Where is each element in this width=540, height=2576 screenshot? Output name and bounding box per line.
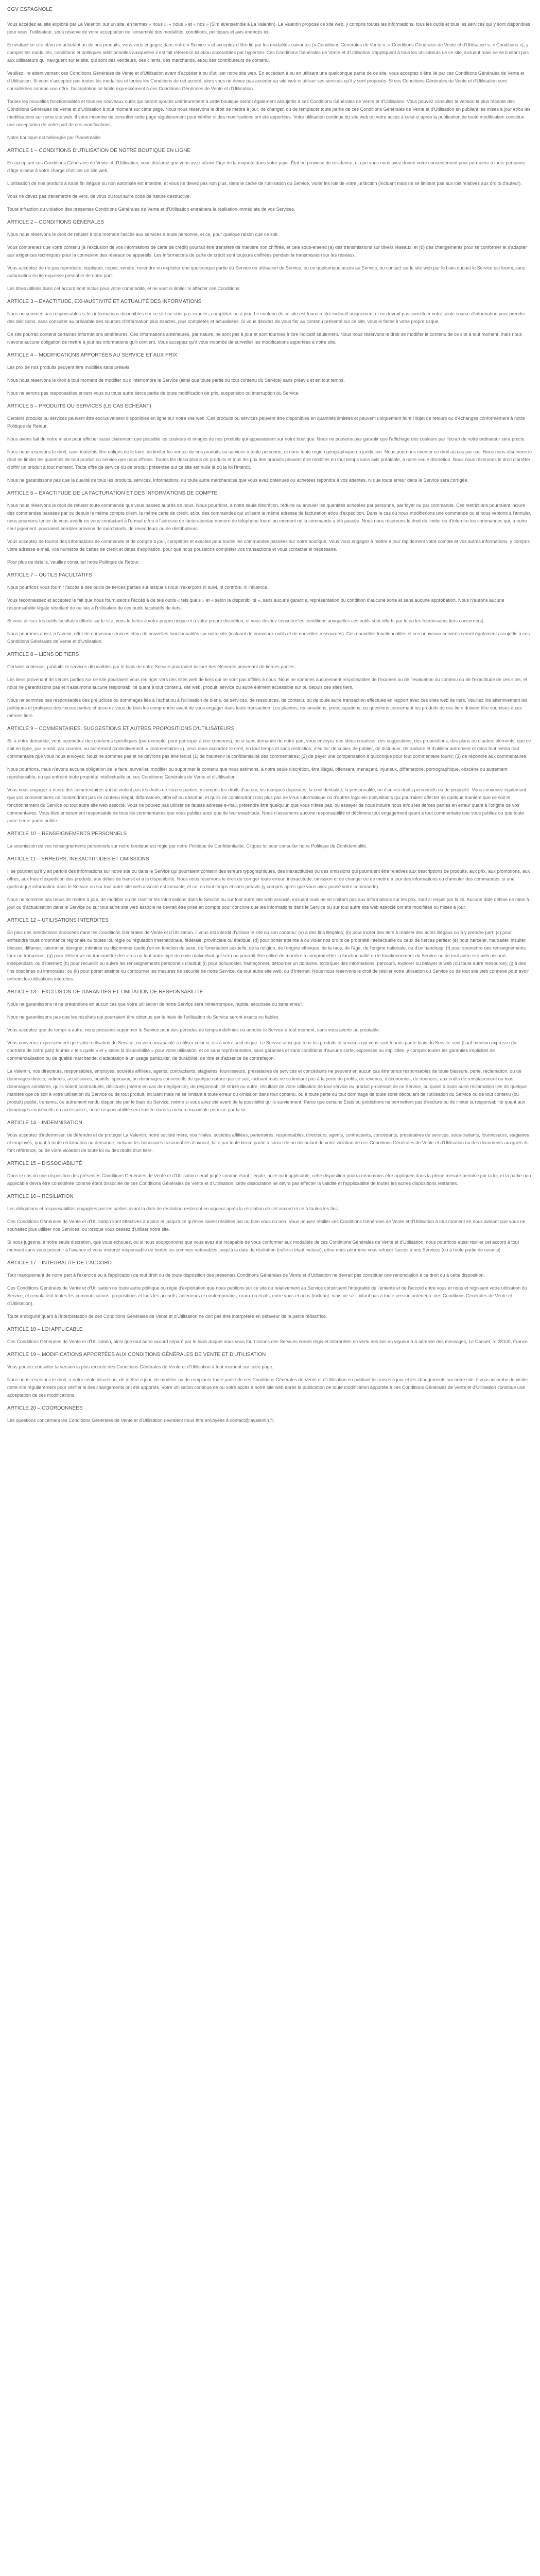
section-paragraph: Nous pourrions aussi, à l'avenir, offrir de nouveaux services et/ou de nouvelles fonctionnalités sur notre site (incluant de nouveaux outils et de nouvelles ressources). Ces nouvelles fonctionnalités et ces nouveaux services seront également assujettis à ces Conditions Générales de Vente et d'Utilisation. — [7, 631, 530, 644]
section-paragraph: Ces Conditions Générales de Vente et d'Utilisation ou toute autre politique ou règle d'exploitation que nous publions sur ce site ou relativement au Service constituent l'intégralité de l'entente et de l'accord entre vous et nous et régissent votre utilisation du Service, et remplacent toutes les communications, propositions et tous les accords, antérieurs et contemporains, oraux ou écrits, entre vous et nous (incluant, mais ne se limitant pas à toute version antérieure des Conditions Générales de Vente et d'Utilisation). — [7, 1285, 527, 1306]
terms-section — [7, 1260, 533, 1320]
section-heading: ARTICLE 16 – RÉSILIATION — [7, 1194, 74, 1199]
section-heading: ARTICLE 3 – EXACTITUDE, EXHAUSTIVITÉ ET ACTUALITÉ DES INFORMATIONS — [7, 299, 202, 304]
document-title: CGV ESPAGNOLE — [7, 7, 53, 12]
section-paragraph: Toute ambiguïté quant à l'interprétation de ces Conditions Générales de Vente et d'Utilisation ne doit pas être interprétée en défaveur de la partie rédactrice. — [7, 1314, 327, 1319]
section-paragraph: Nous ne sommes pas responsables si les informations disponibles sur ce site ne sont pas exactes, complètes ou à jour. Le contenu de ce site est fourni à titre indicatif uniquement et ne devrait pas constituer votre seule source d'information pour prendre des décisions, sans consulter au préalable des sources d'information plus exactes, plus complètes et actualisées. Si vous décidez de vous fier au contenu présenté sur ce site, vous le faites à votre propre risque. — [7, 311, 526, 324]
terms-section — [7, 1193, 533, 1254]
section-paragraph: Si nous jugeons, à notre seule discrétion, que vous échouez, ou si nous soupçonnons que vous avez été incapable de vous conformer aux modalités de ces Conditions Générales de Vente et d'Utilisation, nous pourrions aussi résilier cet accord à tout moment sans vous prévenir à l'avance et vous resterez responsable de toutes les sommes redevables jusqu'à la date de résiliation (celle-ci étant incluse); et/ou nous pourrions vous refuser l'accès à nos Services (ou à toute partie de ceux-ci). — [7, 1240, 519, 1252]
section-paragraph: Il se pourrait qu'il y ait parfois des informations sur notre site ou dans le Service qui pourraient contenir des erreurs typographiques, des inexactitudes ou des omissions qui pourraient être relatives aux descriptions de produits, aux prix, aux promotions, aux offres, aux frais d'expédition des produits, aux délais de transit et à la disponibilité. Nous nous réservons le droit de corriger toute erreur, inexactitude, omission et de changer ou de mettre à jour des informations ou d'annuler des commandes, si une quelconque information dans le Service ou sur tout autre site web associé est inexacte, et ce, en tout temps et sans préavis (y compris après que vous ayez passé votre commande). — [7, 869, 530, 889]
section-heading: ARTICLE 4 – MODIFICATIONS APPORTÉES AU SERVICE ET AUX PRIX — [7, 352, 178, 358]
section-paragraph: Nous nous réservons le droit, à notre seule discrétion, de mettre à jour, de modifier ou de remplacer toute partie de ces Conditions Générales de Vente et d'Utilisation en publiant les mises à jour et les changements sur notre site. Il vous incombe de visiter notre site régulièrement pour vérifier si des changements ont été apportés. Votre utilisation continue de ou votre accès à notre site web après la publication de toute modification apportée à ces Conditions Générales de Vente et d'Utilisation constitue une acceptation de ces modifications. — [7, 1377, 528, 1398]
section-paragraph: Ces Conditions Générales de Vente et d'Utilisation, ainsi que tout autre accord séparé par le biais duquel nous vous fournissons des Services seront régis et interprétés en vertu des lois en vigueur à à adresse des messages, Le Cannet, rc 28100, France. — [7, 1339, 529, 1344]
terms-section — [7, 856, 533, 911]
section-paragraph: Vous vous engagez à écrire des commentaires qui ne violent pas les droits de tierces parties, y compris les droits d'auteur, les marques déposées, la confidentialité, la personnalité, ou d'autres droits personnels ou de propriété. Vous convenez également que vos commentaires ne contiendront pas de contenu illégal, diffamatoire, offensif ou obscène, et qu'ils ne contiendront non plus pas de virus informatique ou d'autres logiciels malveillants qui pourraient affecter de quelque manière que ce soit le fonctionnement du Service ou tout autre site web associé. Vous ne pouvez pas utiliser de fausse adresse e-mail, prétendre être quelqu'un que vous n'êtes pas, ou essayer de nous induire nous et/ou les tierces parties en erreur quant à l'origine de vos commentaires. Vous êtes entièrement responsable de tous les commentaires que vous publiez ainsi que de leur exactitude. Nous n'assumons aucune responsabilité et déclinons tout engagement quant à tout commentaire que vous publiez ou que toute autre tierce partie publie. — [7, 787, 527, 823]
terms-section — [7, 989, 533, 1114]
section-paragraph: Les liens provenant de tierces parties sur ce site pourraient vous rediriger vers des sites web de tiers qui ne sont pas affiliés à nous. Nous ne sommes aucunement responsables de l'examen ou de l'évaluation du contenu ou de l'exactitude de ces sites, et nous ne garantissons pas et n'assumons aucune responsabilité quant à tout contenu, site web, produit, service ou autre élément accessible sur ou depuis ces sites tiers. — [7, 677, 528, 690]
section-paragraph: Vous comprenez que votre contenu (à l'exclusion de vos informations de carte de crédit) pourrait être transféré de manière non chiffrée, et cela sous-entend (a) des transmissions sur divers réseaux; et (b) des changements pour se conformer et s'adapter aux exigences techniques pour la connexion des réseaux ou appareils. Les informations de carte de crédit sont toujours chiffrées pendant la transmission sur les réseaux. — [7, 245, 527, 258]
section-paragraph: Vous pouvez consulter la version la plus récente des Conditions Générales de Vente et d'Utilisation à tout moment sur cette page. — [7, 1364, 274, 1369]
section-paragraph: Nous pourrions, mais n'avons aucune obligation de le faire, surveiller, modifier ou supprimer le contenu que nous estimons, à notre seule discrétion, être illégal, offensant, menaçant, injurieux, diffamatoire, pornographique, obscène ou autrement répréhensible, ou qui enfreint toute propriété intellectuelle ou ces Conditions Générales de Vente et d'Utilisation. — [7, 767, 508, 779]
terms-section — [7, 21, 533, 142]
section-paragraph: Nous nous réservons le droit à tout moment de modifier ou d'interrompre le Service (ainsi que toute partie ou tout contenu du Service) sans préavis et en tout temps. — [7, 378, 345, 383]
section-paragraph: L'utilisation de nos produits à toute fin illégale ou non autorisée est interdite, et vous ne devez pas non plus, dans le cadre de l'utilisation du Service, violer les lois de votre juridiction (incluant mais ne se limitant pas aux lois relatives aux droits d'auteur). — [7, 181, 522, 186]
terms-section — [7, 1405, 533, 1425]
terms-section — [7, 917, 533, 983]
section-paragraph: Les prix de nos produits peuvent être modifiés sans préavis. — [7, 365, 131, 370]
section-heading: ARTICLE 20 – COORDONNÉES — [7, 1405, 83, 1411]
section-paragraph: Vous accédez au site exploité par La Valentin, sur un site, en termes « nous », « nous » et « nos » (Sim et/ensemble à La Valentin). La Valentin propose ce site web, y compris toutes les informations, tous les outils et tous les services qui y sont disponibles pour vous, l'utilisateur, sous réserve de votre acceptation de l'ensemble des modalités, conditions, politiques et avis énoncés ici. — [7, 22, 531, 35]
section-paragraph: Toute infraction ou violation des présentes Conditions Générales de Vente et d'Utilisation entraînera la résiliation immédiate de vos Services. — [7, 207, 295, 212]
section-paragraph: En acceptant ces Conditions Générales de Vente et d'Utilisation, vous déclarez que vous avez atteint l'âge de la majorité dans votre pays, État ou province de résidence, et que vous nous avez donné votre consentement pour permettre à toute personne d'âge mineur à votre charge d'utiliser ce site web. — [7, 160, 526, 173]
section-heading: ARTICLE 18 – LOI APPLICABLE — [7, 1327, 83, 1332]
section-paragraph: Nous nous réservons le droit de refuser toute commande que vous passez auprès de nous. Nous pourrions, à notre seule discrétion, réduire ou annuler les quantités achetées par personne, par foyer ou par commande. Ces restrictions pourraient inclure des commandes passées par ou depuis le même compte client, la même carte de crédit, et/ou des commandes qui utilisent la même adresse de facturation et/ou d'expédition. Dans le cas où nous modifierions une commande ou si nous venions à l'annuler, nous pourrions tenter de vous avertir en vous contactant à l'e-mail et/ou à l'adresse de facturation/au numéro de téléphone fourni au moment où la commande a été passée. Nous nous réservons le droit de limiter ou d'interdire les commandes qui, à notre seul jugement, pourraient sembler provenir de marchands, de revendeurs ou de distributeurs. — [7, 503, 531, 531]
section-paragraph: Ce site pourrait contenir certaines informations antérieures. Ces informations antérieures, par nature, ne sont pas à jour et sont fournies à titre indicatif seulement. Nous nous réservons le droit de modifier le contenu de ce site à tout moment, mais nous n'avons aucune obligation de mettre à jour les informations qu'il contient. Vous acceptez qu'il vous incombe de surveiller les modifications apportées à notre site. — [7, 332, 522, 345]
section-heading: ARTICLE 8 – LIENS DE TIERS — [7, 652, 79, 657]
terms-section — [7, 490, 533, 566]
terms-section — [7, 147, 533, 213]
section-paragraph: Nous pourrions vous fournir l'accès à des outils de tierces parties sur lesquels nous n'exerçons ni suivi, ni contrôle, ni influence. — [7, 585, 269, 590]
terms-section — [7, 1120, 533, 1155]
section-paragraph: Nous nous réservons le droit de refuser à tout moment l'accès aux services à toute personne, et ce, pour quelque raison que ce soit. — [7, 232, 279, 237]
terms-section — [7, 352, 533, 397]
section-paragraph: Les obligations et responsabilités engagées par les parties avant la date de résiliation resteront en vigueur après la résiliation de cet accord et ce à toutes les fins. — [7, 1206, 339, 1211]
section-heading: ARTICLE 10 – RENSEIGNEMENTS PERSONNELS — [7, 831, 127, 837]
section-heading: ARTICLE 11 – ERREURS, INEXACTITUDES ET OMISSIONS — [7, 856, 149, 862]
sections-container — [7, 21, 533, 1425]
section-paragraph: Vous acceptez d'indemniser, de défendre et de protéger La Valentin, notre société mère, nos filiales, sociétés affiliées, partenaires, responsables, directeurs, agents, contractants, concédants, prestataires de services, sous-traitants, fournisseurs, stagiaires et employés, quant à toute réclamation ou demande, incluant les honoraires raisonnables d'avocat, faite par toute tierce partie à cause de ou découlant de votre violation de ces Conditions Générales de Vente et d'Utilisation ou des documents auxquels ils font référence, ou de votre violation de toute loi ou des droits d'un tiers. — [7, 1132, 529, 1153]
section-paragraph: Notre boutique est hébergée par Planetmailer. — [7, 135, 102, 140]
section-heading: ARTICLE 7 – OUTILS FACULTATIFS — [7, 572, 92, 578]
section-paragraph: Si, à notre demande, vous soumettez des contenus spécifiques (par exemple, pour participer à des concours), ou si sans demande de notre part, vous envoyez des idées créatives, des suggestions, des propositions, des plans ou d'autres éléments, que ce soit en ligne, par e-mail, par courrier, ou autrement (collectivement, « commentaires »), vous nous accordez le droit, en tout temps et sans restriction, d'éditer, de copier, de publier, de distribuer, de traduire et d'utiliser autrement et dans tout média tout commentaire que vous nous envoyez. Nous ne sommes pas et ne devrons pas être tenus (1) de maintenir la confidentialité des commentaires; (2) de payer une compensation à quiconque pour tout commentaire fourni; (3) de répondre aux commentaires. — [7, 738, 531, 759]
terms-section — [7, 298, 533, 346]
section-heading: ARTICLE 12 – UTILISATIONS INTERDITES — [7, 918, 109, 923]
section-heading: ARTICLE 1 – CONDITIONS D'UTILISATION DE NOTRE BOUTIQUE EN LIGNE — [7, 148, 191, 154]
section-paragraph: La Valentin, nos directeurs, responsables, employés, sociétés affiliées, agents, contractants, stagiaires, fournisseurs, prestataires de services et concédants ne peuvent en aucun cas être tenus responsables de toute blessure, perte, réclamation, ou de dommages directs, indirects, accessoires, punitifs, spéciaux, ou dommages consécutifs de quelque nature que ce soit, incluant mais ne se limitant pas à la perte de profits, de revenus, d'économies, de données, aux coûts de remplacement ou tous dommages similaires, qu'ils soient contractuels, délictuels (même en cas de négligence), de responsabilité stricte ou autre, résultant de votre utilisation de tout service ou produit provenant de ce Service, ou quant à toute autre réclamation liée de quelque manière que ce soit à votre utilisation du Service ou de tout produit, incluant mais ne se limitant à toute erreur ou omission dans tout contenu, ou à toute perte ou tout dommage de toute sorte découlant de l'utilisation du Service ou de tout contenu (ou produit) publié, transmis, ou autrement rendu disponible par le biais du Service, même si vous avez été averti de la possibilité qu'ils surviennent. Parce que certains États ou juridictions ne permettent pas d'exclure ou de limiter la responsabilité quant aux dommages consécutifs ou accessoires, notre responsabilité sera limitée dans la mesure maximale permise par la loi. — [7, 1069, 527, 1112]
section-paragraph: Tout manquement de notre part à l'exercice ou à l'application de tout droit ou de toute disposition des présentes Conditions Générales de Vente et d'Utilisation ne devrait pas constituer une renonciation à ce droit ou à cette disposition. — [7, 1273, 485, 1278]
section-heading: ARTICLE 2 – CONDITIONS GÉNÉRALES — [7, 219, 104, 225]
section-paragraph: Certains contenus, produits et services disponibles par le biais de notre Service pourraient inclure des éléments provenant de tierces parties. — [7, 664, 296, 669]
section-paragraph: Vous convenez expressément que votre utilisation du Service, ou votre incapacité à utiliser celui-ci, est à votre seul risque. Le Service ainsi que tous les produits et services qui vous sont fournis par le biais du Service sont (sauf mention expresse du contraire de notre part) fournis « tels quels » et « selon la disponibilité » pour votre utilisation, et ce sans représentation, sans garanties et sans conditions d'aucune sorte, expresses ou implicites, y compris toutes les garanties implicites de commercialisation ou de qualité marchande, d'adaptation à un usage particulier, de durabilité, de titre et d'absence de contrefaçon. — [7, 1040, 517, 1061]
section-paragraph: Toutes les nouvelles fonctionnalités et tous les nouveaux outils qui seront ajoutés ultérieurement à cette boutique seront également assujettis à ces Conditions Générales de Vente et d'Utilisation. Vous pouvez consulter la version la plus récente des Conditions Générales de Vente et d'Utilisation à tout moment sur cette page. Nous nous réservons le droit de mettre à jour, de changer, ou de remplacer toute partie de ces Conditions Générales de Vente et d'Utilisation en publiant les mises à jour et/ou les modifications sur notre site web. Il vous incombe de consulter cette page régulièrement pour vérifier si des modifications ont été apportées. Votre utilisation continue du site web ou votre accès à celui-ci après la publication de toute modification constitue une acceptation de votre part de ces modifications. — [7, 99, 531, 127]
section-paragraph: En visitant ce site et/ou en achetant un de nos produits, vous vous engagez dans notre « Service » et acceptez d'être lié par les modalités suivantes (« Conditions Générales de Vente », « Conditions Générales de Vente et d'Utilisation », « Conditions »), y compris les modalités, conditions et politiques additionnelles auxquelles il est fait référence ici et/ou accessibles par hyperlien. Ces Conditions Générales de Vente et d'Utilisation s'appliquent à tous les utilisateurs de ce site, incluant mais ne se limitant pas aux utilisateurs qui naviguent sur le site, qui sont des vendeurs, des clients, des marchands, et/ou des contributeurs de contenu. — [7, 42, 529, 63]
section-heading: ARTICLE 14 – INDEMNISATION — [7, 1120, 82, 1126]
section-paragraph: Vous acceptez de fournir des informations de commande et de compte à jour, complètes et exactes pour toutes les commandes passées sur notre boutique. Vous vous engagez à mettre à jour rapidement votre compte et vos autres informations, y compris votre adresse e-mail, vos numéros de cartes de crédit et dates d'expiration, pour que nous poussions compléter vos transactions et vous contacter si nécessaire. — [7, 539, 530, 552]
section-heading: ARTICLE 13 – EXCLUSION DE GARANTIES ET LIMITATION DE RESPONSABILITÉ — [7, 989, 203, 995]
terms-section — [7, 651, 533, 720]
terms-section — [7, 1326, 533, 1346]
section-heading: ARTICLE 9 – COMMENTAIRES, SUGGESTIONS ET AUTRES PROPOSITIONS D'UTILISATEURS — [7, 726, 235, 732]
terms-section — [7, 725, 533, 825]
terms-section — [7, 219, 533, 293]
section-paragraph: Certains produits ou services peuvent être exclusivement disponibles en ligne sur notre site web. Ces produits ou services peuvent être disponibles en quantités limitées et peuvent uniquement faire l'objet de retours ou d'échanges conformément à notre Politique de Retour. — [7, 416, 525, 429]
section-heading: ARTICLE 19 – MODIFICATIONS APPORTÉES AUX CONDITIONS GÉNÉRALES DE VENTE ET D'UTILISATION — [7, 1352, 266, 1358]
terms-section — [7, 572, 533, 646]
section-paragraph: En plus des interdictions énoncées dans les Conditions Générales de Vente et d'Utilisation, il vous est interdit d'utiliser le site ou son contenu: (a) à des fins illégales; (b) pour inciter des tiers à réaliser des actes illégaux ou à y prendre part; (c) pour enfreindre toute ordonnance régionale ou toutes loi, règle ou régulation internationale, fédérale, provinciale ou étatique; (d) pour porter atteinte à ou violer nos droits de propriété intellectuelle ou ceux de tierces parties; (e) pour harceler, maltraiter, insulter, blesser, diffamer, calomnier, dénigrer, intimider ou discriminer quelqu'un en fonction du sexe, de l'orientation sexuelle, de la religion, de l'origine ethnique, de la race, de l'âge, de l'origine nationale, ou d'un handicap; (f) pour soumettre des renseignements faux ou trompeurs; (g) pour téléverser ou transmettre des virus ou tout autre type de code malveillant qui sera ou pourrait être utilisé de manière à compromettre la fonctionnalité ou le fonctionnement du Service ou de tout autre site web associé, indépendant, ou d'Internet; (h) pour recueillir ou suivre les renseignements personnels d'autrui; (i) pour polluposter, hameçonner, détourner un domaine, extorquer des informations, parcourir, explorer ou balayer le web (ou toute autre ressource); (j) à des fins obscènes ou immorales; ou (k) pour porter atteinte ou contourner les mesures de sécurité de notre Service, de tout autre site web, ou d'Internet. Nous nous réservons le droit de résilier votre utilisation du Service ou de tout site web connexe pour avoir enfreint les utilisations interdites. — [7, 930, 529, 981]
section-paragraph: Les titres utilisés dans cet accord sont inclus pour votre commodité, et ne vont ni limiter ni affecter ces Conditions. — [7, 286, 241, 291]
section-heading: ARTICLE 17 – INTÉGRALITÉ DE L'ACCORD — [7, 1260, 112, 1266]
section-paragraph: Nous ne sommes pas tenus de mettre à jour, de modifier ou de clarifier les informations dans le Service ou sur tout autre site web associé, incluant mais ne se limitant pas aux informations sur les prix, sauf si requis par la loi. Aucune date définie de mise à jour ou d'actualisation dans le Service ou sur tout autre site web associé ne devrait être prise en compte pour conclure que les informations dans le Service ou sur tout autre site web associé ont été modifiées ou mises à jour. — [7, 897, 529, 910]
section-paragraph: La soumission de vos renseignements personnels sur notre boutique est régie par notre Politique de Confidentialité. Cliquez ici pour consulter notre Politique de Confidentialité. — [7, 843, 368, 849]
section-paragraph: Nous ne garantissons pas que la qualité de tous les produits, services, informations, ou toute autre marchandise que vous avez obtenues ou achetées répondra à vos attentes, ni que toute erreur dans le Service sera corrigée. — [7, 478, 469, 483]
section-paragraph: Nous avons fait de notre mieux pour afficher aussi clairement que possible les couleurs et images de nos produits qui apparaissent sur notre boutique. Nous ne pouvons pas garantir que l'affichage des couleurs par l'écran de votre ordinateur sera précis. — [7, 436, 526, 442]
section-heading: ARTICLE 15 – DISSOCIABILITÉ — [7, 1161, 82, 1166]
terms-section — [7, 403, 533, 484]
section-paragraph: Dans le cas où une disposition des présentes Conditions Générales de Vente et d'Utilisation serait jugée comme étant illégale, nulle ou inapplicable, cette disposition pourra néanmoins être appliquée dans la pleine mesure permise par la loi, et la partie non applicable devra être considérée comme étant dissociée de ces Conditions Générales de Vente et d'Utilisation, cette dissociation ne devra pas affecter la validité et l'applicabilité de toutes les autres dispositions restantes. — [7, 1173, 531, 1186]
section-paragraph: Veuillez lire attentivement ces Conditions Générales de Vente et d'Utilisation avant d'accéder à ou d'utiliser notre site web. En accédant à ou en utilisant une quelconque partie de ce site, vous acceptez d'être lié par ces Conditions Générales de Vente et d'Utilisation. Si vous n'acceptez pas toutes les modalités et toutes les Conditions de cet accord, alors vous ne devez pas accéder au site web ni utiliser ses services qu'il y sont proposés. Si ces Conditions Générales de Vente et d'Utilisation sont considérées comme une offre, l'acceptation se limite expressément à ces Conditions Générales de Vente et d'Utilisation. — [7, 71, 525, 91]
section-paragraph: Nous ne garantissons ni ne prétendons en aucun cas que votre utilisation de notre Service sera ininterrompue, rapide, sécurisée ou sans erreur. — [7, 1002, 303, 1007]
section-paragraph: Vous acceptez que de temps à autre, nous puissions supprimer le Service pour des périodes de temps indéfinies ou annuler le Service à tout moment, sans vous avertir au préalable. — [7, 1027, 380, 1032]
section-paragraph: Les questions concernant les Conditions Générales de Vente et d'Utilisation devraient nous être envoyées à contact@lavalentin.fr. — [7, 1418, 274, 1423]
section-paragraph: Vous ne devez pas transmettre de vers, de virus ou tout autre code de nature destructive. — [7, 194, 191, 199]
section-paragraph: Nous ne serons pas responsables envers vous ou toute autre tierce partie de toute modification de prix, suspension ou interruption du Service. — [7, 391, 300, 396]
terms-section — [7, 831, 533, 850]
section-paragraph: Pour plus de détails, veuillez consulter notre Politique de Retour. — [7, 560, 140, 565]
terms-section — [7, 1351, 533, 1399]
section-paragraph: Si vous utilisez les outils facultatifs offerts sur le site, vous le faites à votre propre risque et à votre propre discrétion, et vous devriez consulter les conditions auxquelles ces outils sont offerts par le ou les fournisseurs tiers concerné(s). — [7, 618, 485, 623]
section-paragraph: Vous acceptez de ne pas reproduire, dupliquer, copier, vendre, revendre ou exploiter une quelconque partie du Service ou utilisation du Service, ou un quelconque accès au Service, ou contact sur le site web par le biais duquel le Service est fourni, sans autorisation écrite expresse préalable de notre part. — [7, 265, 526, 278]
section-paragraph: Vous reconnaissez et acceptez le fait que nous fournissions l'accès à de tels outils « tels quels » et « selon la disponibilité », sans aucune garantie, représentation ou condition d'aucune sorte et sans aucune approbation. Nous n'aurons aucune responsabilité légale résultant de ou liée à l'utilisation de ces outils facultatifs de tiers. — [7, 598, 504, 611]
section-paragraph: Nous nous réservons le droit, sans toutefois être obligés de le faire, de limiter les ventes de nos produits ou services à toute personne, et dans toute région géographique ou juridiction. Nous pourrions exercer ce droit au cas par cas. Nous nous réservons le droit de limiter les quantités de tout produit ou service que nous offrons. Toutes les descriptions de produits et tous les prix des produits peuvent être modifiés en tout temps sans avis préalable, à notre seule discrétion. Nous nous réservons le droit d'arrêter d'offrir un produit à tout moment. Toute offre de service ou de produit présentée sur ce site est nulle là où la loi l'interdit. — [7, 449, 532, 470]
terms-section — [7, 1160, 533, 1188]
section-heading: ARTICLE 5 – PRODUITS OU SERVICES (LE CAS ÉCHÉANT) — [7, 403, 151, 409]
section-heading: ARTICLE 6 – EXACTITUDE DE LA FACTURATION ET DES INFORMATIONS DE COMPTE — [7, 490, 218, 496]
section-paragraph: Ces Conditions Générales de Vente et d'Utilisation sont effectives à moins et jusqu'à ce qu'elles soient résiliées par ou bien vous ou non. Vous pouvez résilier ces Conditions Générales de Vente et d'Utilisation à tout moment en nous avisant que vous ne souhaitez plus utiliser nos Services, ou lorsque vous cessez d'utiliser notre site. — [7, 1219, 526, 1232]
section-paragraph: Nous ne sommes pas responsables des préjudices ou dommages liés à l'achat ou à l'utilisation de biens, de services, de ressources, de contenu, ou de toute autre transaction effectuée en rapport avec ces sites web de tiers. Veuillez lire attentivement les politiques et pratiques des tierces parties et assurez-vous de bien les comprendre avant de vous engager dans toute transaction. Les plaintes, réclamations, préoccupations, ou questions concernant les produits de ces tiers doivent être soumises à ces mêmes tiers. — [7, 698, 528, 718]
section-paragraph: Nous ne garantissons pas que les résultats qui pourraient être obtenus par le biais de l'utilisation du Service seront exacts ou fiables. — [7, 1014, 280, 1020]
